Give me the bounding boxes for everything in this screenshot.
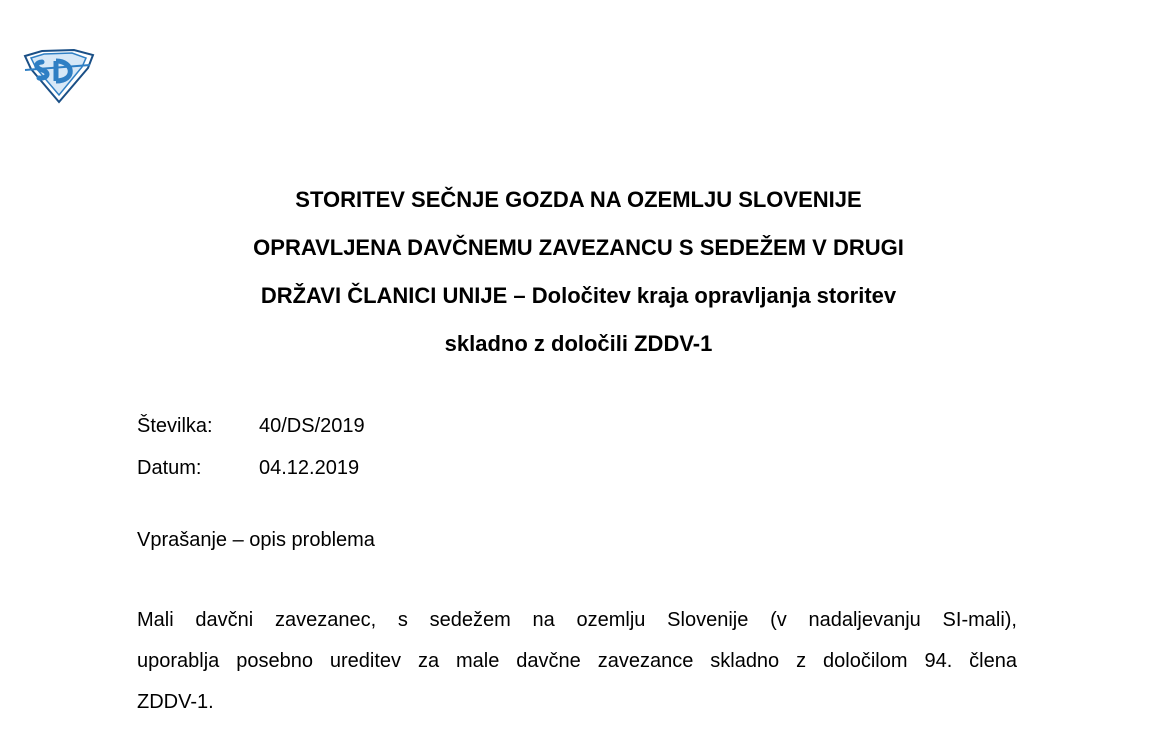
date-value: 04.12.2019 (259, 457, 360, 479)
meta-number-row (137, 405, 365, 447)
body-paragraph (137, 600, 1017, 723)
paragraph-line-1: Mali davčni zavezanec, s sedežem na ozemlju Slovenije (v nadaljevanju SI-mali), (137, 609, 1017, 631)
meta-date-row (137, 447, 365, 489)
document-meta (137, 405, 365, 489)
paragraph-line-3: ZDDV-1. (137, 691, 214, 713)
section-heading: Vprašanje – opis problema (137, 529, 375, 551)
number-label: Številka: (137, 415, 213, 437)
date-label: Datum: (137, 457, 202, 479)
title-line-3: DRŽAVI ČLANICI UNIJE – Določitev kraja opravljanja storitev (260, 283, 897, 308)
document-title (0, 176, 1157, 368)
title-line-4: skladno z določili ZDDV-1 (444, 331, 713, 356)
title-line-2: OPRAVLJENA DAVČNEMU ZAVEZANCU S SEDEŽEM V DRUGI (253, 235, 904, 260)
number-value: 40/DS/2019 (259, 415, 365, 437)
sd-shield-logo-icon (22, 48, 96, 104)
title-line-1: STORITEV SEČNJE GOZDA NA OZEMLJU SLOVENIJE (295, 187, 862, 212)
company-logo (22, 48, 96, 104)
paragraph-line-2: uporablja posebno ureditev za male davčne zavezance skladno z določilom 94. člena (137, 650, 1017, 672)
